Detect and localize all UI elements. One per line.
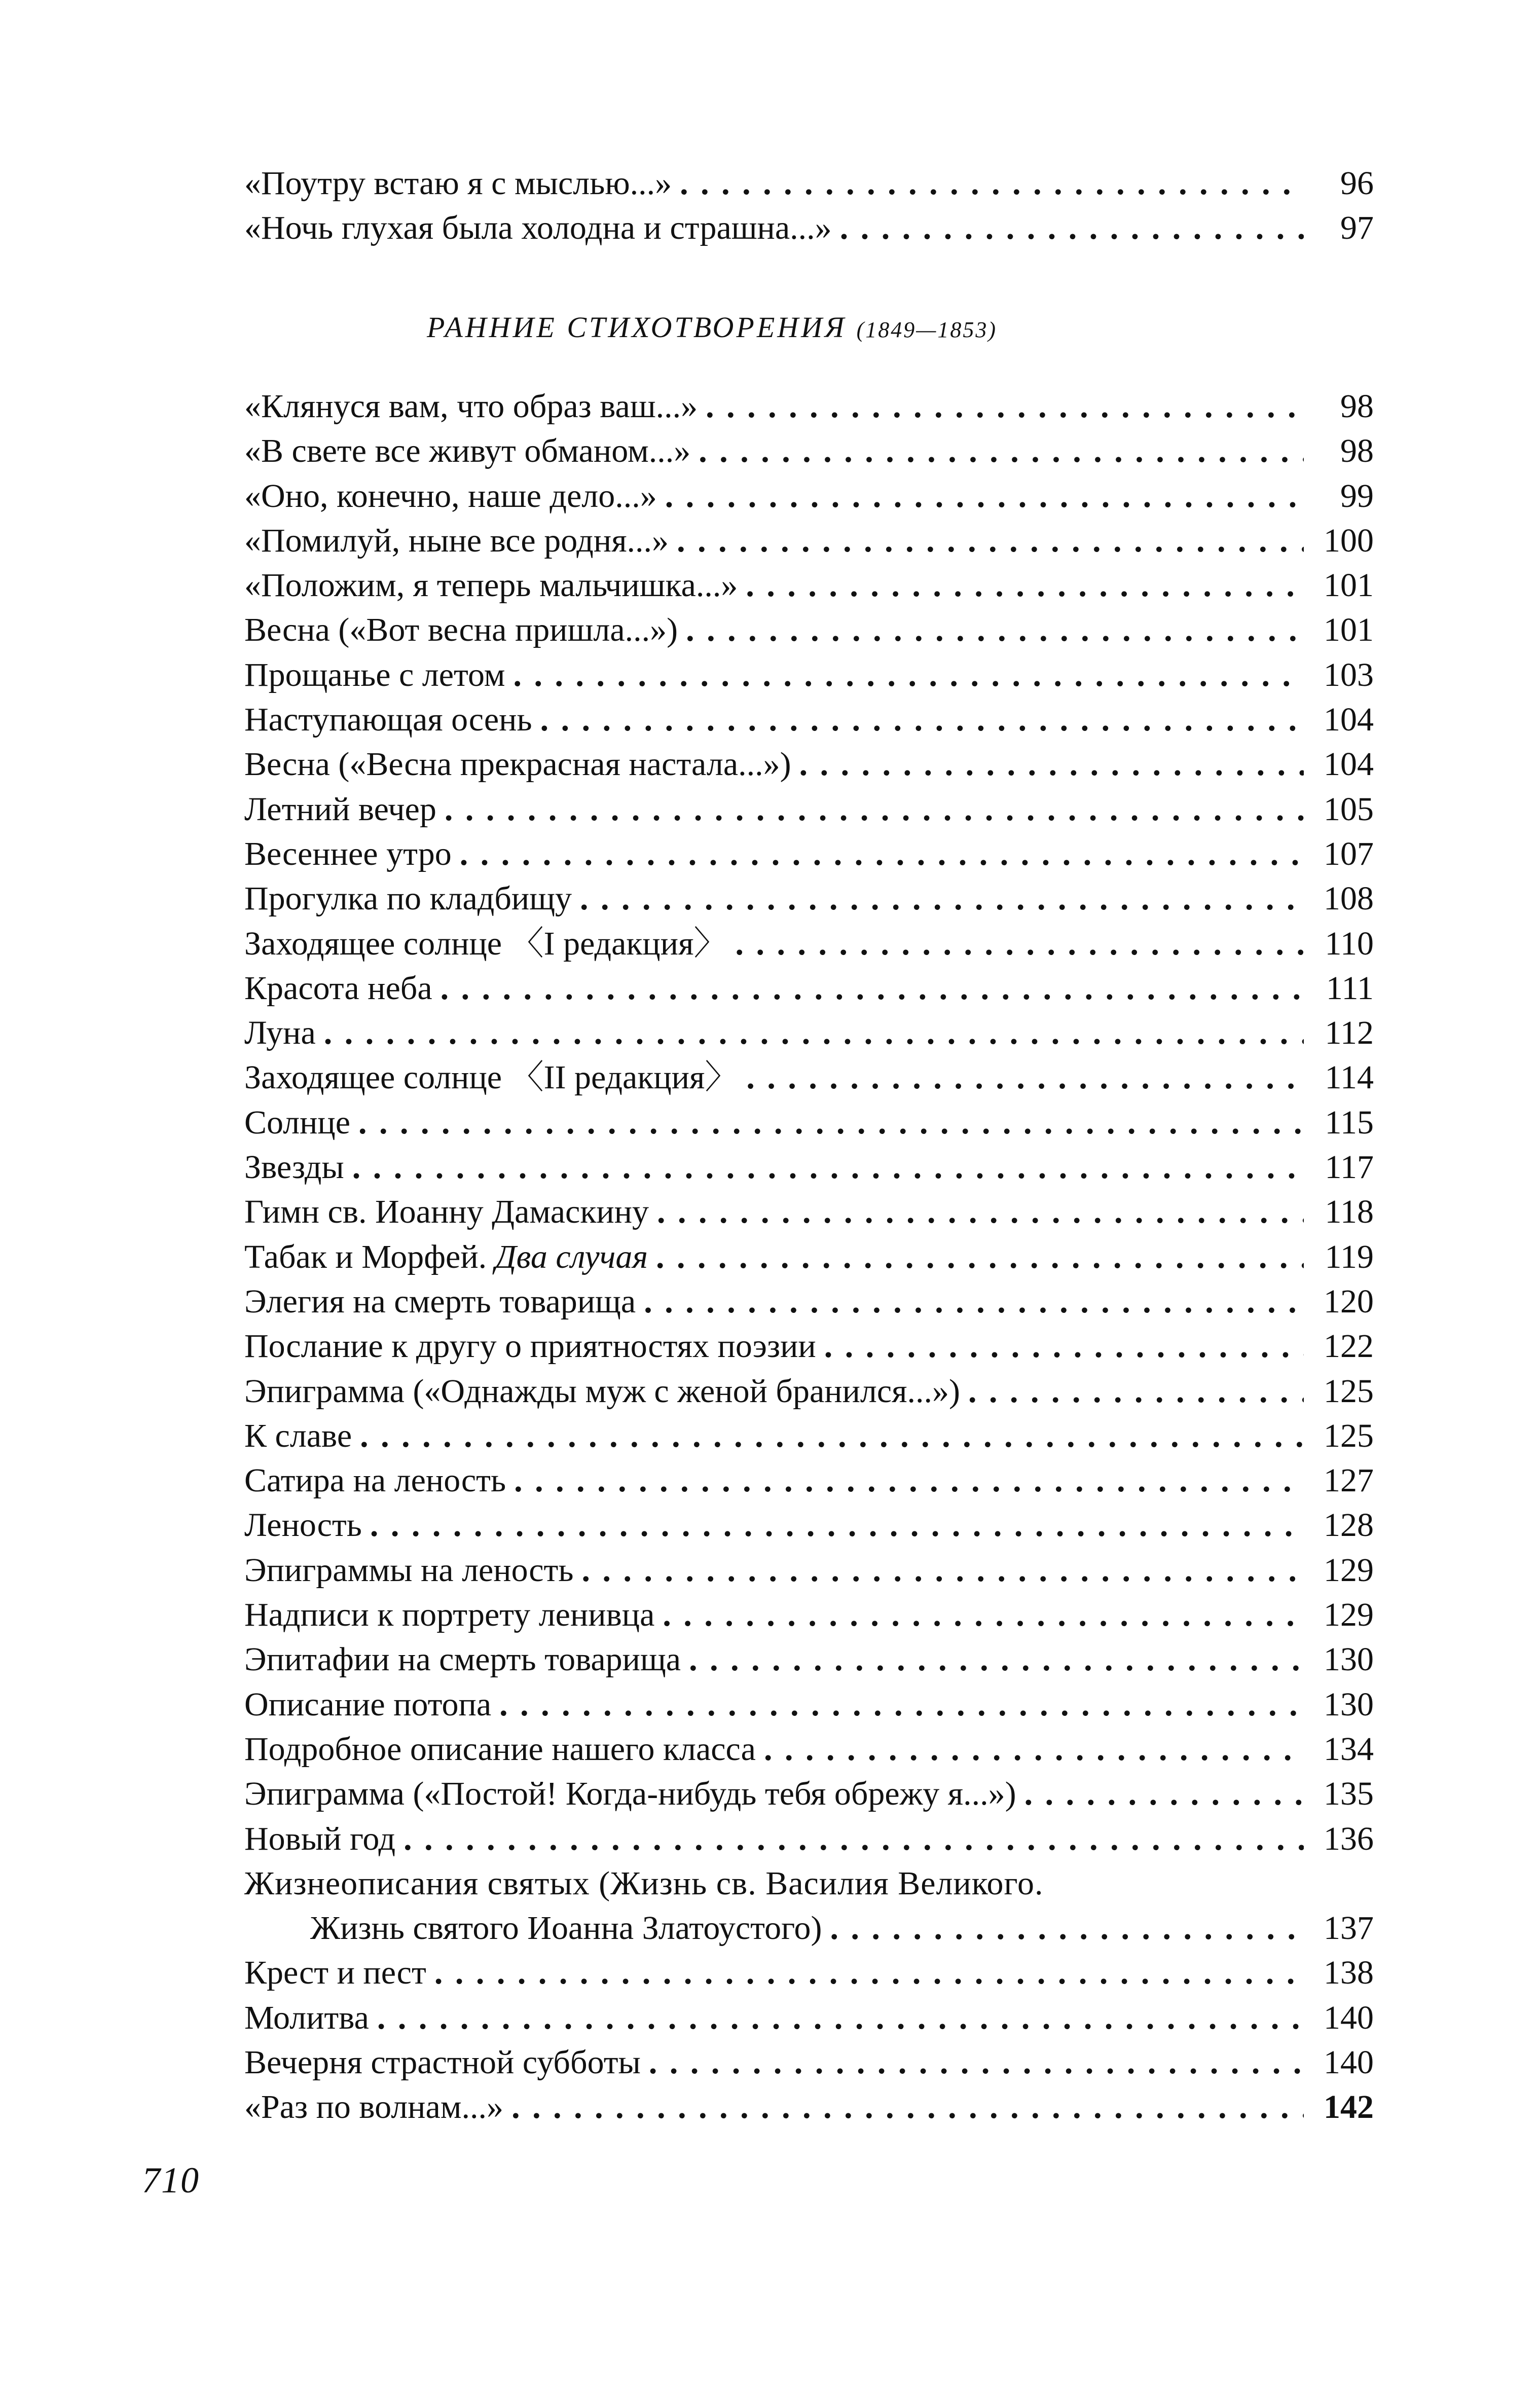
entry-page: 110	[1325, 925, 1374, 962]
toc-entry	[244, 519, 1374, 563]
entry-title: «В свете все живут обманом...»	[244, 432, 691, 470]
toc-entry	[244, 1190, 1374, 1234]
dot-leader	[680, 161, 1304, 206]
entry-page: 114	[1325, 1059, 1374, 1096]
entry-title-main: Табак и Морфей.	[244, 1238, 487, 1275]
entry-page: 142	[1324, 2088, 1374, 2126]
entry-page: 99	[1340, 477, 1374, 515]
entry-title: Летний вечер	[244, 790, 436, 828]
dot-leader	[434, 1951, 1304, 1995]
toc-entry	[244, 1055, 1374, 1100]
entry-title: Заходящее солнце 〈I редакция〉	[244, 925, 727, 962]
dot-leader	[358, 1101, 1304, 1145]
entry-title: Жизнеописания святых (Жизнь св. Василия Великого.	[244, 1864, 1044, 1902]
dot-leader	[445, 787, 1304, 832]
entry-title: Эпитафии на смерть товарища	[244, 1641, 681, 1678]
entry-title: Заходящее солнце 〈II редакция〉	[244, 1059, 739, 1096]
dot-leader	[360, 1414, 1304, 1458]
entry-page: 111	[1326, 969, 1374, 1007]
entry-title: Звезды	[244, 1149, 344, 1186]
toc-entry	[244, 876, 1374, 921]
dot-leader	[735, 922, 1304, 966]
entry-title: Послание к другу о приятностях поэзии	[244, 1328, 816, 1365]
toc-entry	[244, 1548, 1374, 1593]
toc-entry	[244, 1145, 1374, 1190]
toc-entry	[244, 653, 1374, 698]
entry-page: 107	[1324, 835, 1374, 872]
toc-entry	[244, 1235, 1374, 1279]
toc-entry	[244, 161, 1374, 206]
toc-entry	[244, 1324, 1374, 1369]
dot-leader	[746, 1055, 1304, 1100]
entry-page: 112	[1325, 1014, 1374, 1052]
entry-page: 96	[1340, 165, 1374, 202]
entry-title: Описание потопа	[244, 1685, 492, 1723]
entry-title: Надписи к портрету ленивца	[244, 1596, 655, 1634]
dot-leader	[324, 1011, 1304, 1055]
dot-leader	[663, 1593, 1304, 1637]
dot-leader	[830, 1906, 1304, 1951]
dot-leader	[689, 1637, 1304, 1682]
entry-title: «Положим, я теперь мальчишка...»	[244, 567, 738, 604]
entry-title: «Помилуй, ныне все родня...»	[244, 522, 669, 559]
entry-title: К славе	[244, 1417, 352, 1454]
entry-page: 117	[1325, 1149, 1374, 1186]
dot-leader	[649, 2040, 1304, 2085]
entry-page: 136	[1324, 1820, 1374, 1857]
entry-page: 98	[1340, 432, 1374, 470]
entry-title-italic: Два случая	[495, 1238, 648, 1275]
entry-page: 105	[1324, 790, 1374, 828]
entry-page: 108	[1324, 880, 1374, 918]
entry-page: 129	[1324, 1596, 1374, 1634]
toc-entry	[244, 206, 1374, 250]
entry-title: Прогулка по кладбищу	[244, 880, 572, 918]
dot-leader	[404, 1817, 1304, 1861]
entry-title: «Оно, конечно, наше дело...»	[244, 477, 657, 515]
dot-leader	[746, 563, 1304, 608]
entry-title: Вечерня страстной субботы	[244, 2043, 641, 2081]
dot-leader	[460, 832, 1304, 876]
dot-leader	[686, 608, 1304, 652]
toc-entry	[244, 474, 1374, 519]
section-years: (1849—1853)	[856, 317, 998, 342]
entry-title: Элегия на смерть товарища	[244, 1282, 636, 1320]
toc-entry	[244, 1011, 1374, 1055]
entry-title: Эпиграммы на леность	[244, 1551, 574, 1589]
toc-entry	[244, 787, 1374, 832]
entry-title: Эпиграмма («Однажды муж с женой бранился...»)	[244, 1372, 960, 1410]
entry-page: 137	[1324, 1910, 1374, 1947]
entry-title: Весна («Вот весна пришла...»)	[244, 611, 678, 649]
entry-page: 100	[1324, 522, 1374, 559]
toc-entry-wrapped-line2	[244, 1906, 1374, 1951]
toc-entry	[244, 1637, 1374, 1682]
entry-page: 125	[1324, 1417, 1374, 1454]
entry-title: Красота неба	[244, 969, 432, 1007]
entry-title: Прощанье с летом	[244, 656, 505, 693]
entry-title: Весна («Весна прекрасная настала...»)	[244, 746, 791, 783]
dot-leader	[824, 1324, 1304, 1369]
dot-leader	[764, 1727, 1304, 1772]
toc-entry	[244, 2040, 1374, 2085]
dot-leader	[799, 742, 1304, 787]
dot-leader	[499, 1682, 1304, 1727]
entry-page: 135	[1324, 1775, 1374, 1813]
toc-entry-wrapped-line1	[244, 1861, 1374, 1906]
entry-page: 125	[1324, 1372, 1374, 1410]
entry-page: 128	[1324, 1507, 1374, 1544]
entry-page: 129	[1324, 1551, 1374, 1589]
dot-leader	[706, 384, 1304, 429]
toc-top-block	[244, 161, 1374, 251]
toc-entry	[244, 608, 1374, 652]
toc-entry	[244, 742, 1374, 787]
dot-leader	[677, 519, 1304, 563]
entry-page: 101	[1324, 567, 1374, 604]
entry-page: 104	[1324, 701, 1374, 739]
dot-leader	[514, 1458, 1304, 1503]
dot-leader	[644, 1279, 1304, 1324]
entry-title: Наступающая осень	[244, 701, 532, 739]
dot-leader	[665, 474, 1304, 519]
toc-entry	[244, 1414, 1374, 1458]
toc-entry	[244, 1951, 1374, 1995]
entry-title: «Клянуся вам, что образ ваш...»	[244, 388, 698, 425]
section-heading	[427, 310, 997, 344]
entry-page: 134	[1324, 1730, 1374, 1768]
entry-page: 130	[1324, 1641, 1374, 1678]
entry-title: Крест и пест	[244, 1954, 426, 1992]
toc-entry	[244, 1996, 1374, 2040]
entry-title: «Раз по волнам...»	[244, 2088, 504, 2126]
entry-page: 103	[1324, 656, 1374, 693]
toc-entry	[244, 429, 1374, 473]
dot-leader	[840, 206, 1304, 250]
entry-page: 118	[1325, 1193, 1374, 1231]
entry-page: 140	[1324, 1999, 1374, 2036]
entry-title-continuation: Жизнь святого Иоанна Златоустого)	[310, 1910, 822, 1947]
entry-title: Молитва	[244, 1999, 369, 2036]
toc-entry	[244, 1817, 1374, 1861]
entry-page: 122	[1324, 1328, 1374, 1365]
dot-leader	[657, 1190, 1304, 1234]
entry-title: «Ночь глухая была холодна и страшна...»	[244, 209, 832, 247]
section-title: РАННИЕ СТИХОТВОРЕНИЯ	[427, 311, 847, 344]
toc-entry	[244, 1772, 1374, 1816]
toc-entry	[244, 1369, 1374, 1414]
toc-main-block	[244, 384, 1374, 2130]
entry-title: Леность	[244, 1507, 362, 1544]
entry-title: Солнце	[244, 1104, 351, 1141]
entry-page: 101	[1324, 611, 1374, 649]
dot-leader	[511, 2085, 1304, 2130]
entry-page: 104	[1324, 746, 1374, 783]
toc-entry	[244, 1503, 1374, 1548]
entry-title: Сатира на леность	[244, 1462, 506, 1499]
dot-leader	[1024, 1772, 1304, 1816]
toc-entry	[244, 2085, 1374, 2130]
dot-leader	[540, 698, 1304, 742]
entry-page: 119	[1325, 1238, 1374, 1275]
toc-entry	[244, 1727, 1374, 1772]
dot-leader	[370, 1503, 1304, 1548]
dot-leader	[656, 1235, 1304, 1279]
entry-page: 97	[1340, 209, 1374, 247]
page-number: 710	[142, 2160, 200, 2201]
toc-entry	[244, 1682, 1374, 1727]
dot-leader	[441, 966, 1304, 1011]
dot-leader	[582, 1548, 1304, 1593]
toc-entry	[244, 1458, 1374, 1503]
entry-page: 140	[1324, 2043, 1374, 2081]
entry-page: 120	[1324, 1282, 1374, 1320]
entry-title: «Поутру встаю я с мыслью...»	[244, 165, 672, 202]
entry-title: Новый год	[244, 1820, 396, 1857]
toc-entry	[244, 832, 1374, 876]
dot-leader	[514, 653, 1304, 698]
entry-title: Луна	[244, 1014, 316, 1052]
toc-entry	[244, 1593, 1374, 1637]
entry-title	[244, 1235, 648, 1279]
dot-leader	[968, 1369, 1304, 1414]
dot-leader	[352, 1145, 1304, 1190]
entry-page: 115	[1325, 1104, 1374, 1141]
entry-page: 130	[1324, 1685, 1374, 1723]
dot-leader	[699, 429, 1304, 473]
entry-page: 138	[1324, 1954, 1374, 1992]
toc-entry	[244, 1279, 1374, 1324]
toc-entry	[244, 563, 1374, 608]
entry-page: 127	[1324, 1462, 1374, 1499]
entry-title: Подробное описание нашего класса	[244, 1730, 756, 1768]
entry-title: Весеннее утро	[244, 835, 452, 872]
entry-title: Гимн св. Иоанну Дамаскину	[244, 1193, 649, 1231]
toc-entry	[244, 966, 1374, 1011]
toc-entry	[244, 1101, 1374, 1145]
toc-entry	[244, 384, 1374, 429]
dot-leader	[580, 876, 1304, 921]
toc-entry	[244, 698, 1374, 742]
entry-page: 98	[1340, 388, 1374, 425]
dot-leader	[377, 1996, 1304, 2040]
entry-title: Эпиграмма («Постой! Когда-нибудь тебя обрежу я...»)	[244, 1775, 1016, 1813]
toc-entry	[244, 922, 1374, 966]
